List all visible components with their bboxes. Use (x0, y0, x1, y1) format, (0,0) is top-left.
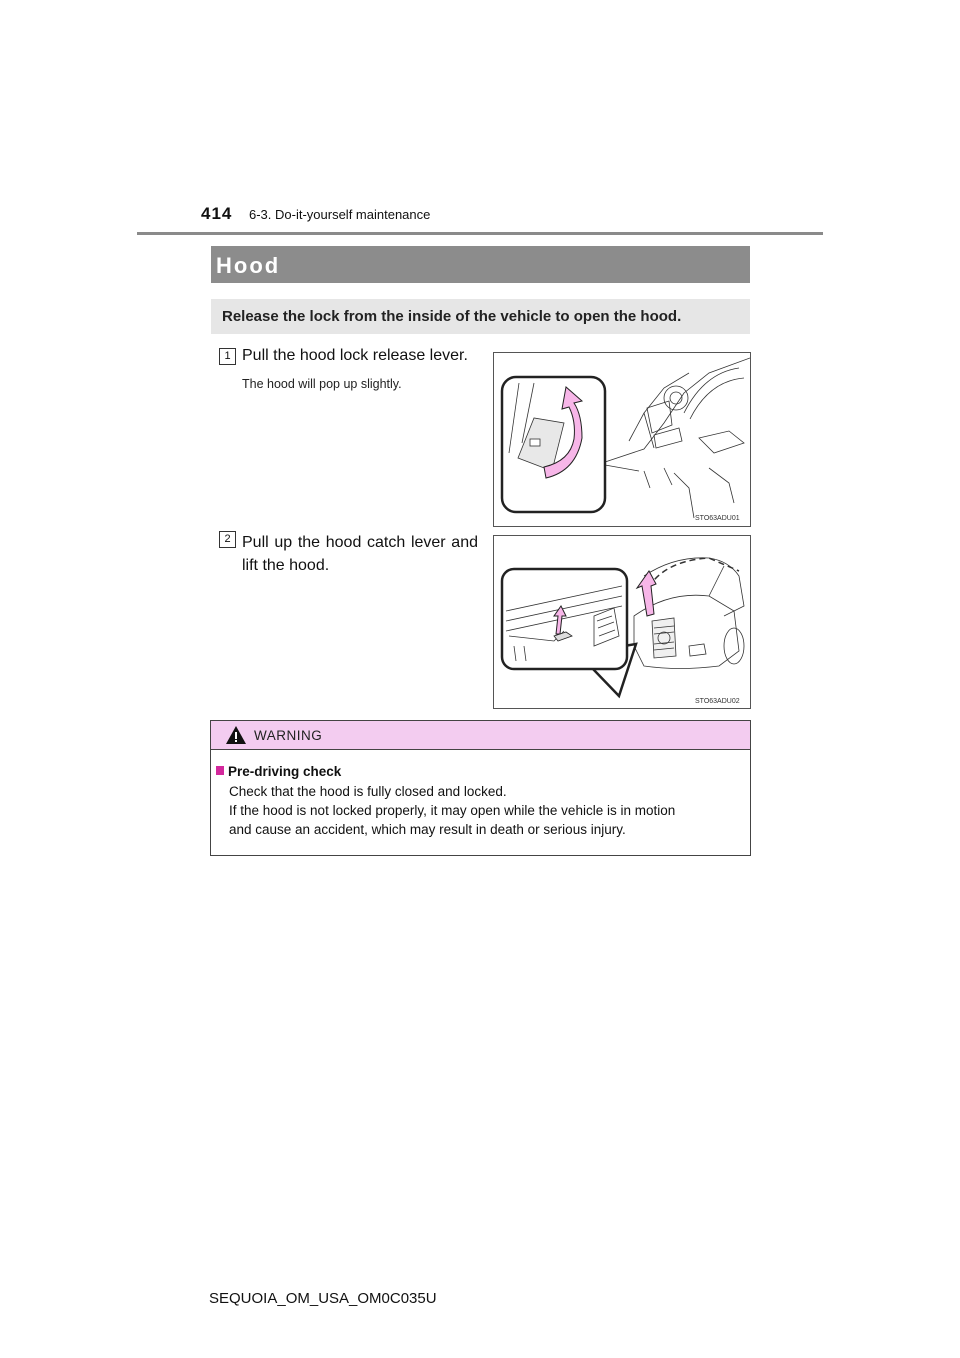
footer-document-id: SEQUOIA_OM_USA_OM0C035U (209, 1290, 437, 1307)
step-number: 1 (219, 348, 236, 365)
figure-code: STO63ADU02 (695, 698, 740, 705)
warning-triangle-icon (225, 725, 247, 745)
warning-text-line: If the hood is not locked properly, it may open while the vehicle is in motion (229, 803, 676, 818)
header-divider (137, 232, 823, 235)
page-title: Hood (216, 253, 281, 278)
warning-label: WARNING (254, 728, 323, 743)
hood-release-lever-illustration (493, 352, 751, 527)
figure-code: STO63ADU01 (695, 515, 740, 522)
step-note: The hood will pop up slightly. (242, 377, 402, 391)
title-bar (211, 246, 750, 283)
intro-text: Release the lock from the inside of the vehicle to open the hood. (222, 308, 682, 325)
page-number: 414 (201, 204, 233, 223)
step-text: Pull the hood lock release lever. (242, 347, 468, 364)
warning-text-line: Check that the hood is fully closed and locked. (229, 784, 507, 799)
warning-subtitle: Pre-driving check (228, 764, 342, 779)
step-number: 2 (219, 531, 236, 548)
hood-catch-lever-illustration (493, 535, 751, 709)
bullet-marker-icon (216, 766, 224, 775)
section-reference: 6-3. Do-it-yourself maintenance (249, 207, 431, 222)
step-text: Pull up the hood catch lever and lift the hood. (242, 534, 478, 574)
warning-text-line: and cause an accident, which may result in death or serious injury. (229, 822, 626, 837)
